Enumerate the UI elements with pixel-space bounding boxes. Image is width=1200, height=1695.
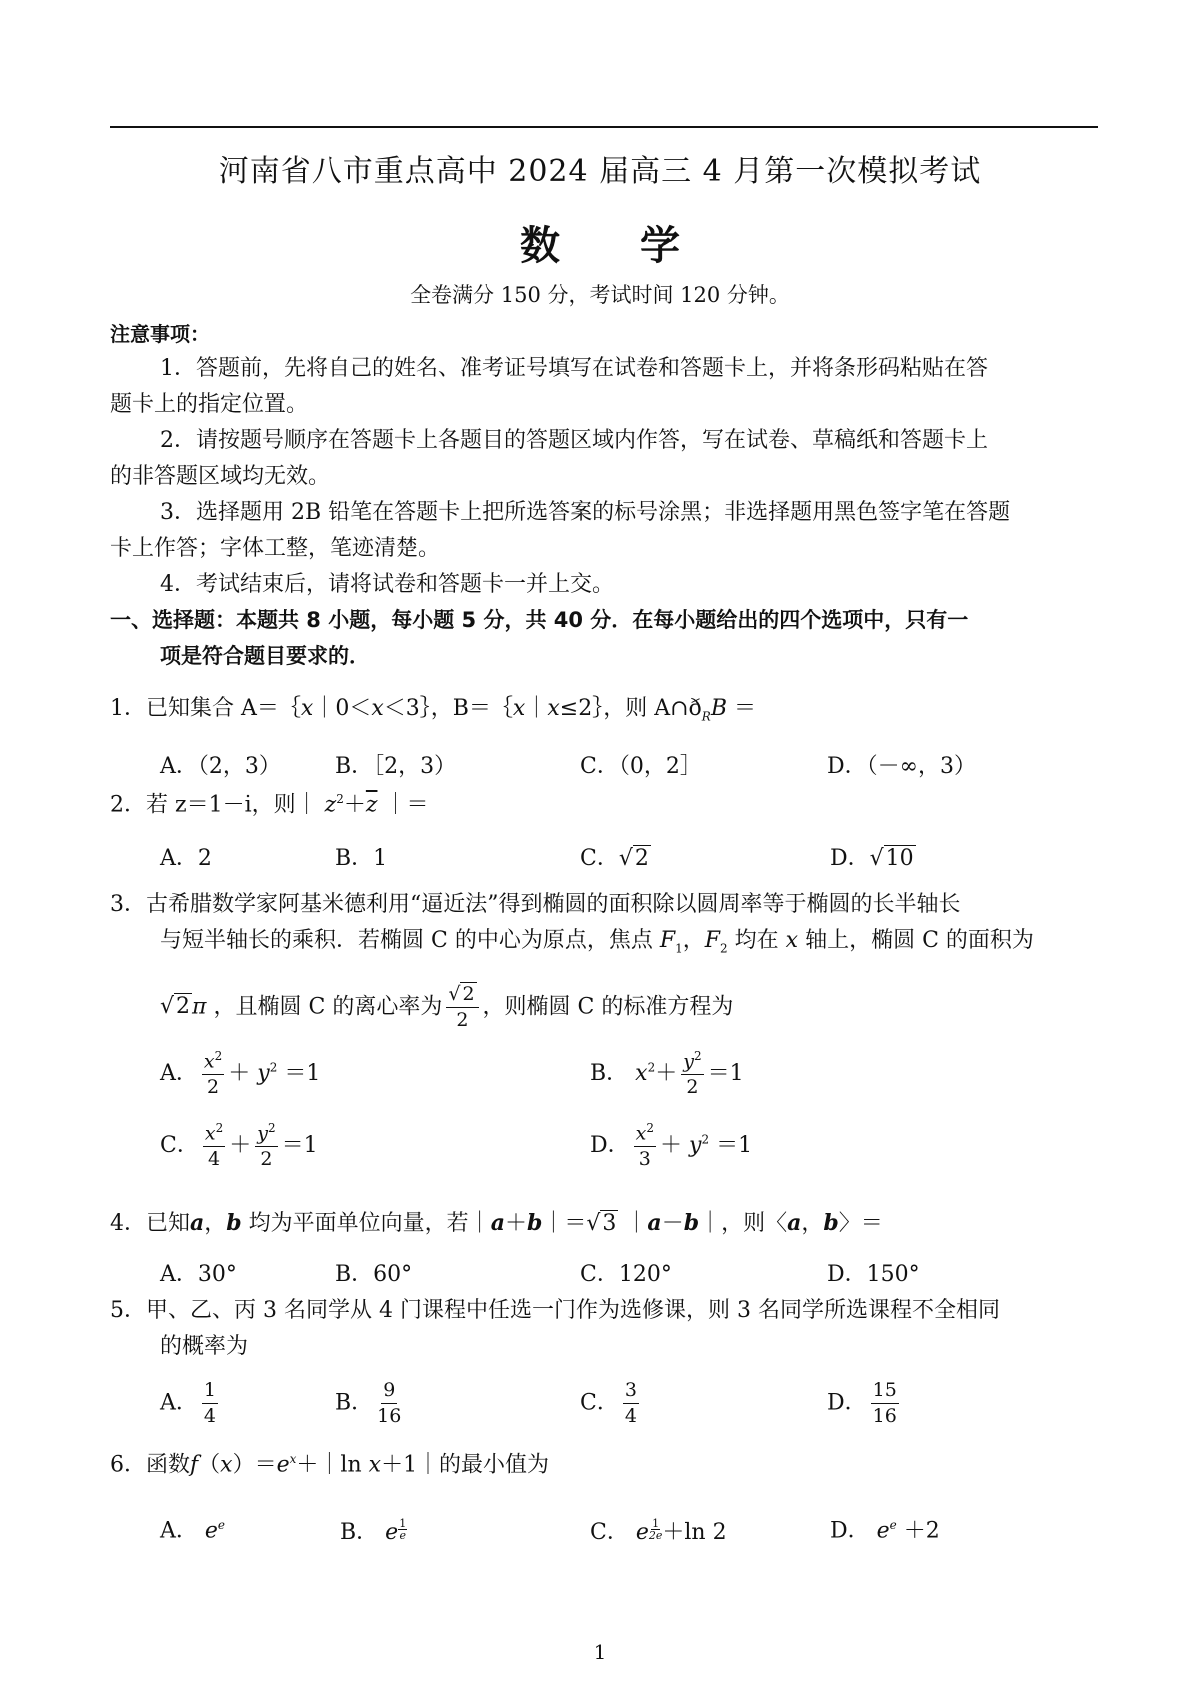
note-2-line-1: 2．请按题号顺序在答题卡上各题目的答题区域内作答，写在试卷、草稿纸和答题卡上 xyxy=(160,428,988,453)
question-5-option-d: D． $\frac{15}{16}$ xyxy=(827,1379,897,1427)
notes-heading: 注意事项： xyxy=(110,322,210,346)
question-4-stem: 4．已知a，b 均为平面单位向量，若｜a＋b｜＝√3 ｜a－b｜，则〈a，b〉＝ xyxy=(110,1210,883,1236)
question-6-stem: 6．函数$f(x)=e^x+|\ln$ x＋1｜的最小值为 xyxy=(110,1452,550,1478)
question-6-option-d: D． $e^e +2$ xyxy=(830,1518,940,1544)
page-number: 1 xyxy=(593,1640,607,1664)
note-4-line-1: 4．考试结束后，请将试卷和答题卡一并上交。 xyxy=(160,572,614,597)
note-1-line-1: 1．答题前，先将自己的姓名、准考证号填写在试卷和答题卡上，并将条形码粘贴在答 xyxy=(160,356,988,381)
question-6-option-a: A． $e^e$ xyxy=(160,1518,226,1544)
subject-char-2: 学 xyxy=(640,223,680,269)
question-3-option-d: D． $\frac{x^2}{3}$ ＋ $y^2 =1$ xyxy=(590,1121,753,1171)
question-4-option-a: A．30° xyxy=(160,1262,237,1287)
question-5-line-1: 5．甲、乙、丙 3 名同学从 4 门课程中任选一门作为选修课，则 3 名同学所选课程不全相同 xyxy=(110,1298,1000,1323)
question-3-line-2: 与短半轴长的乘积．若椭圆 C 的中心为原点，焦点 $F_1$，$F_2$ 均在 x 轴上，椭圆 C 的面积为 xyxy=(160,928,1034,956)
top-rule xyxy=(110,126,1098,128)
subject-title xyxy=(0,214,1200,271)
question-1-option-c: C．（0，2］ xyxy=(580,754,702,779)
question-3-line-3: √2π ，且椭圆 C 的离心率为 $\frac{√ 2}{2}$ ，则椭圆 C 的标准方程为 xyxy=(160,983,734,1031)
section-1-heading-line-1: 一、选择题：本题共 8 小题，每小题 5 分，共 40 分．在每小题给出的四个选项中，只有一 xyxy=(110,608,969,632)
note-2-line-2: 的非答题区域均无效。 xyxy=(110,464,331,489)
question-1-option-b: B．［2，3） xyxy=(335,754,457,779)
question-3-line-1: 3．古希腊数学家阿基米德利用“逼近法”得到椭圆的面积除以圆周率等于椭圆的长半轴长 xyxy=(110,892,961,917)
question-2-option-c: C．√2 xyxy=(580,846,649,871)
subject-char-1: 数 xyxy=(520,223,560,269)
question-2-option-a: A．2 xyxy=(160,846,212,871)
note-3-line-1: 3．选择题用 2B 铅笔在答题卡上把所选答案的标号涂黑；非选择题用黑色签字笔在答题 xyxy=(160,500,1011,525)
question-2-stem: 2．若 z＝1－i，则｜ $z^2+\overline{z}$ ｜＝ xyxy=(110,792,429,818)
question-1-stem: 1．已知集合 A＝｛x｜0＜x＜3｝，B＝｛x｜x≤2｝，则 $A\cap ð_RB$ ＝ xyxy=(110,696,756,724)
question-5-option-b: B． $\frac{9}{16}$ xyxy=(335,1379,402,1427)
question-3-option-a: A． $\frac{x^2}{2}$ ＋ $y^2 =1$ xyxy=(160,1049,321,1099)
question-6-option-c: C． e $^{\frac{1}{2e}}$ ＋ln 2 xyxy=(590,1517,727,1545)
note-3-line-2: 卡上作答；字体工整，笔迹清楚。 xyxy=(110,536,441,561)
question-3-option-b: B． $x^2+$ $\frac{y^2}{2}$ ＝1 xyxy=(590,1049,744,1099)
question-4-option-c: C．120° xyxy=(580,1262,672,1287)
full-score-note: 全卷满分 150 分，考试时间 120 分钟。 xyxy=(410,283,790,307)
question-6-option-b: B． e $^{\frac{1}{e}}$ xyxy=(340,1517,407,1545)
question-2-option-b: B．1 xyxy=(335,846,388,871)
question-2-option-d: D．√10 xyxy=(830,846,914,871)
question-5-option-c: C． $\frac{3}{4}$ xyxy=(580,1379,637,1427)
question-5-line-2: 的概率为 xyxy=(160,1334,249,1359)
question-1-option-a: A．（2，3） xyxy=(160,754,281,779)
question-4-option-b: B．60° xyxy=(335,1262,413,1287)
exam-title: 河南省八市重点高中 2024 届高三 4 月第一次模拟考试 xyxy=(218,154,982,189)
note-1-line-2: 题卡上的指定位置。 xyxy=(110,392,309,417)
question-3-option-c: C． $\frac{x^2}{4}$ ＋ $\frac{y^2}{2}$ ＝1 xyxy=(160,1121,318,1171)
question-4-option-d: D．150° xyxy=(827,1262,920,1287)
question-1-option-d: D．（－∞，3） xyxy=(827,754,976,779)
question-5-option-a: A． $\frac{1}{4}$ xyxy=(160,1379,216,1427)
section-1-heading-line-2: 项是符合题目要求的． xyxy=(160,644,370,668)
